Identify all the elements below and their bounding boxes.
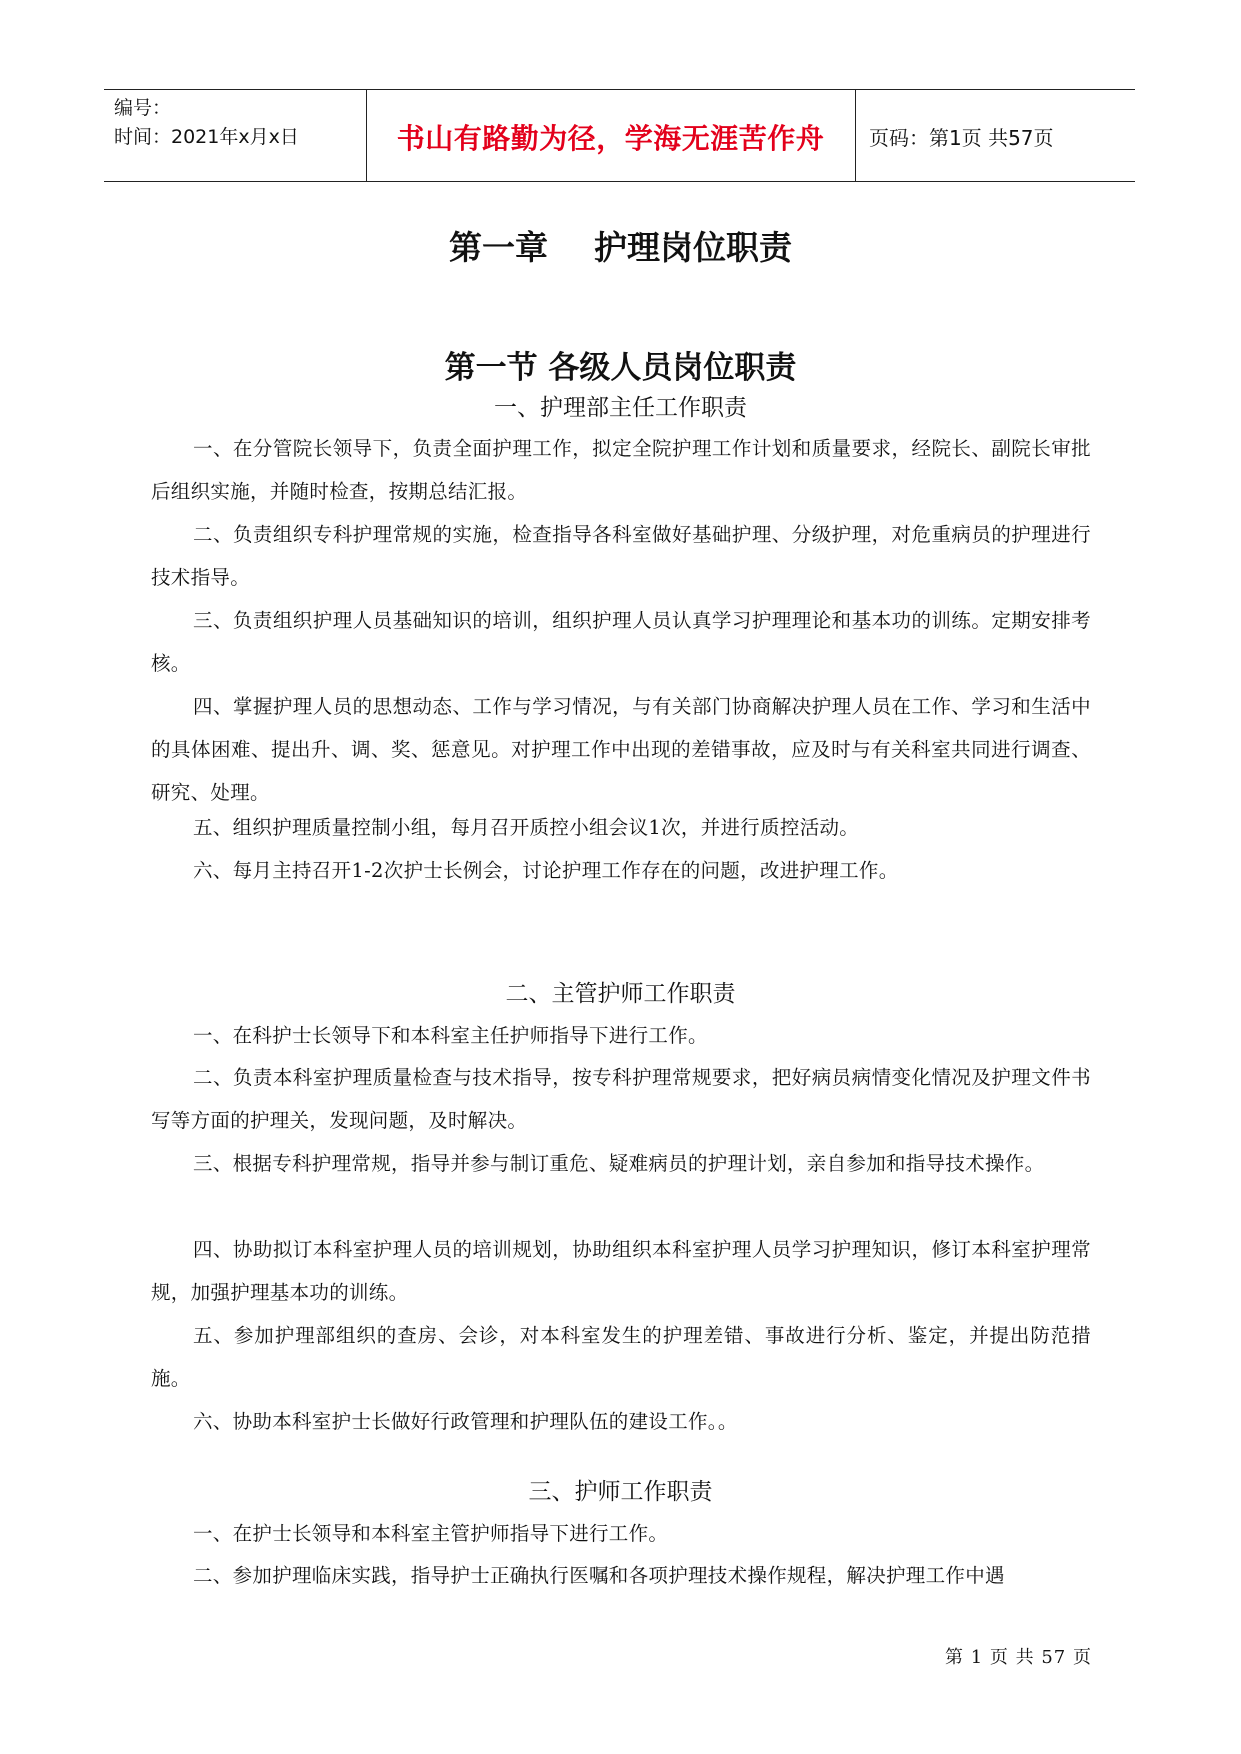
document-number-label: 编号： bbox=[114, 97, 172, 119]
paragraph: 四、掌握护理人员的思想动态、工作与学习情况，与有关部门协商解决护理人员在工作、学习和生活中的具体困难、提出升、调、奖、惩意见。对护理工作中出现的差错事故，应及时与有关科室共同进行调查、研究、处理。 bbox=[151, 695, 1091, 804]
header-page-info: 页码：第1页 共57页 bbox=[869, 126, 1054, 150]
paragraph: 六、协助本科室护士长做好行政管理和护理队伍的建设工作。。 bbox=[193, 1410, 738, 1433]
subsection-heading: 三、护师工作职责 bbox=[528, 1479, 713, 1505]
header-motto: 书山有路勤为径，学海无涯苦作舟 bbox=[396, 122, 825, 155]
paragraph: 二、负责本科室护理质量检查与技术指导，按专科护理常规要求，把好病员病情变化情况及护理文件书写等方面的护理关，发现问题，及时解决。 bbox=[151, 1066, 1091, 1132]
header-divider bbox=[855, 90, 856, 181]
subsection-heading: 二、主管护师工作职责 bbox=[505, 981, 736, 1007]
header-meta bbox=[114, 94, 299, 152]
paragraph: 三、根据专科护理常规，指导并参与制订重危、疑难病员的护理计划，亲自参加和指导技术操作。 bbox=[193, 1152, 1045, 1175]
paragraph: 六、每月主持召开1-2次护士长例会，讨论护理工作存在的问题，改进护理工作。 bbox=[193, 859, 899, 882]
chapter-title: 第一章 护理岗位职责 bbox=[449, 228, 792, 267]
subsection-heading: 一、护理部主任工作职责 bbox=[494, 395, 747, 421]
paragraph: 四、协助拟订本科室护理人员的培训规划，协助组织本科室护理人员学习护理知识，修订本科室护理常规，加强护理基本功的训练。 bbox=[151, 1238, 1091, 1304]
paragraph: 二、负责组织专科护理常规的实施，检查指导各科室做好基础护理、分级护理，对危重病员的护理进行技术指导。 bbox=[151, 523, 1091, 589]
document-header bbox=[104, 89, 1135, 182]
paragraph: 一、在分管院长领导下，负责全面护理工作，拟定全院护理工作计划和质量要求，经院长、副院长审批后组织实施，并随时检查，按期总结汇报。 bbox=[151, 437, 1091, 503]
paragraph: 一、在科护士长领导下和本科室主任护师指导下进行工作。 bbox=[193, 1024, 708, 1047]
paragraph: 二、参加护理临床实践，指导护士正确执行医嘱和各项护理技术操作规程，解决护理工作中遇 bbox=[193, 1564, 1005, 1587]
page-footer: 第 1 页 共 57 页 bbox=[945, 1647, 1092, 1668]
paragraph: 五、组织护理质量控制小组，每月召开质控小组会议1次，并进行质控活动。 bbox=[193, 816, 860, 839]
paragraph: 五、参加护理部组织的查房、会诊，对本科室发生的护理差错、事故进行分析、鉴定，并提出防范措施。 bbox=[151, 1324, 1091, 1390]
paragraph: 一、在护士长领导和本科室主管护师指导下进行工作。 bbox=[193, 1522, 669, 1545]
paragraph: 三、负责组织护理人员基础知识的培训，组织护理人员认真学习护理理论和基本功的训练。定期安排考核。 bbox=[151, 609, 1091, 675]
document-time-label: 时间：2021年x月x日 bbox=[114, 126, 299, 148]
section-title: 第一节 各级人员岗位职责 bbox=[444, 350, 797, 386]
